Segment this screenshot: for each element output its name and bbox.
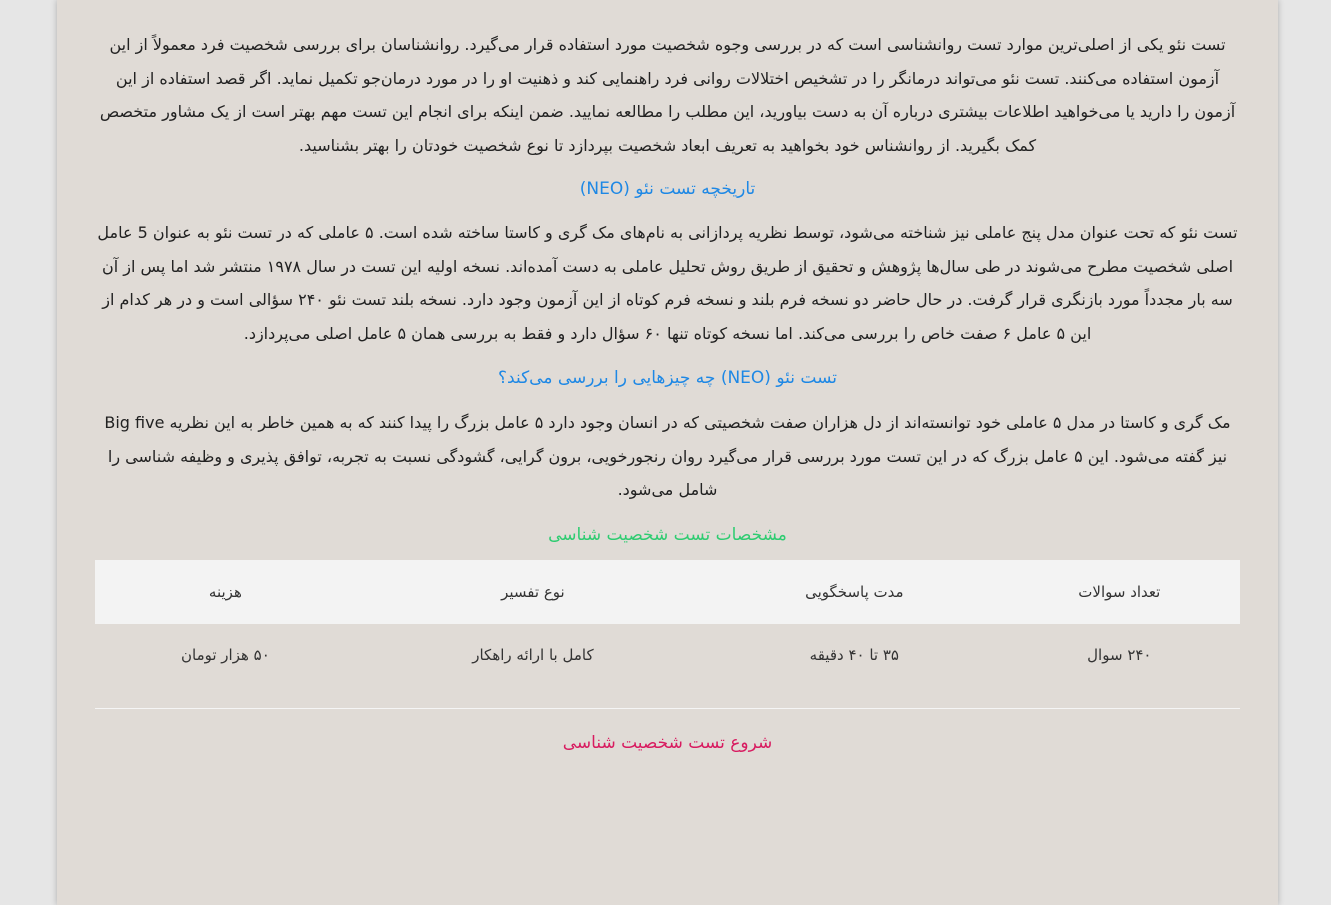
table-divider: [95, 708, 1240, 709]
specs-header-row: [95, 560, 1240, 624]
article-body: [95, 28, 1240, 755]
header-interpretation: نوع تفسیر: [356, 560, 710, 624]
header-duration: مدت پاسخگویی: [710, 560, 999, 624]
specs-table: [95, 560, 1240, 686]
checks-paragraph: مک گری و کاستا در مدل ۵ عاملی خود توانسته‌اند از دل هزاران صفت شخصیتی که در انسان وجود دارد ۵ عامل بزرگ را پیدا کنند که به همین خاطر به این نظریه Big five نیز گفته می‌شود. این ۵ عامل بزرگ که در این تست مورد بررسی قرار می‌گیرد روان رنجورخویی، برون گرایی، گشودگی نسبت به تجربه، توافق پذیری و وظیفه شناسی را شامل می‌شود.: [104, 413, 1231, 499]
cell-question-count: ۲۴۰ سوال: [1087, 645, 1152, 664]
cell-interpretation: کامل با ارائه راهکار: [472, 645, 594, 664]
cell-cost: ۵۰ هزار تومان: [180, 645, 270, 664]
intro-paragraph: تست نئو یکی از اصلی‌ترین موارد تست روانشناسی است که در بررسی وجوه شخصیت مورد استفاده قرار می‌گیرد. روانشناسان برای بررسی شخصیت فرد معمولاً از این آزمون استفاده می‌کنند. تست نئو می‌تواند درمانگر را در تشخیص اختلالات روانی فرد راهنمایی کند و ذهنیت او را در مورد درمان‌جو تکمیل نماید. اگر قصد استفاده از این آزمون را دارید یا می‌خواهید اطلاعات بیشتری درباره آن به دست بیاورید، این مطلب را مطالعه نمایید. ضمن اینکه برای انجام این تست مهم بهتر است از یک مشاور متخصص کمک بگیرید. از روانشناس خود بخواهید به تعریف ابعاد شخصیت بپردازد تا نوع شخصیت خودتان را بهتر بشناسید.: [99, 35, 1236, 155]
specs-heading: مشخصات تست شخصیت شناسی: [548, 524, 787, 545]
history-paragraph: تست نئو که تحت عنوان مدل پنج عاملی نیز شناخته می‌شود، توسط نظریه پردازانی به نام‌های مک گری و کاستا ساخته شده است. ۵ عاملی که در تست نئو به عنوان 5 عامل اصلی شخصیت مطرح می‌شوند در طی سال‌ها پژوهش و تحقیق از طریق روش تحلیل عاملی به دست آمده‌اند. نسخه اولیه این تست در سال ۱۹۷۸ منتشر شد اما پس از آن سه بار مجدداً مورد بازنگری قرار گرفت. در حال حاضر دو نسخه فرم بلند و نسخه فرم کوتاه از این آزمون وجود دارد. نسخه بلند تست نئو ۲۴۰ سؤالی است و در هر کدام از این ۵ عامل ۶ صفت خاص را بررسی می‌کند. اما نسخه کوتاه تنها ۶۰ سؤال دارد و فقط به بررسی همان ۵ عامل اصلی می‌پردازد.: [97, 223, 1238, 343]
history-heading: تاریخچه تست نئو (NEO): [579, 179, 756, 199]
header-cost: هزینه: [95, 560, 356, 624]
start-test-link[interactable]: شروع تست شخصیت شناسی: [562, 732, 773, 753]
header-question-count: تعداد سوالات: [999, 560, 1240, 624]
content-card: [57, 0, 1278, 905]
checks-heading: تست نئو (NEO) چه چیزهایی را بررسی می‌کند؟: [498, 368, 837, 388]
table-row: [95, 624, 1240, 686]
cell-duration: ۳۵ تا ۴۰ دقیقه: [809, 645, 899, 664]
